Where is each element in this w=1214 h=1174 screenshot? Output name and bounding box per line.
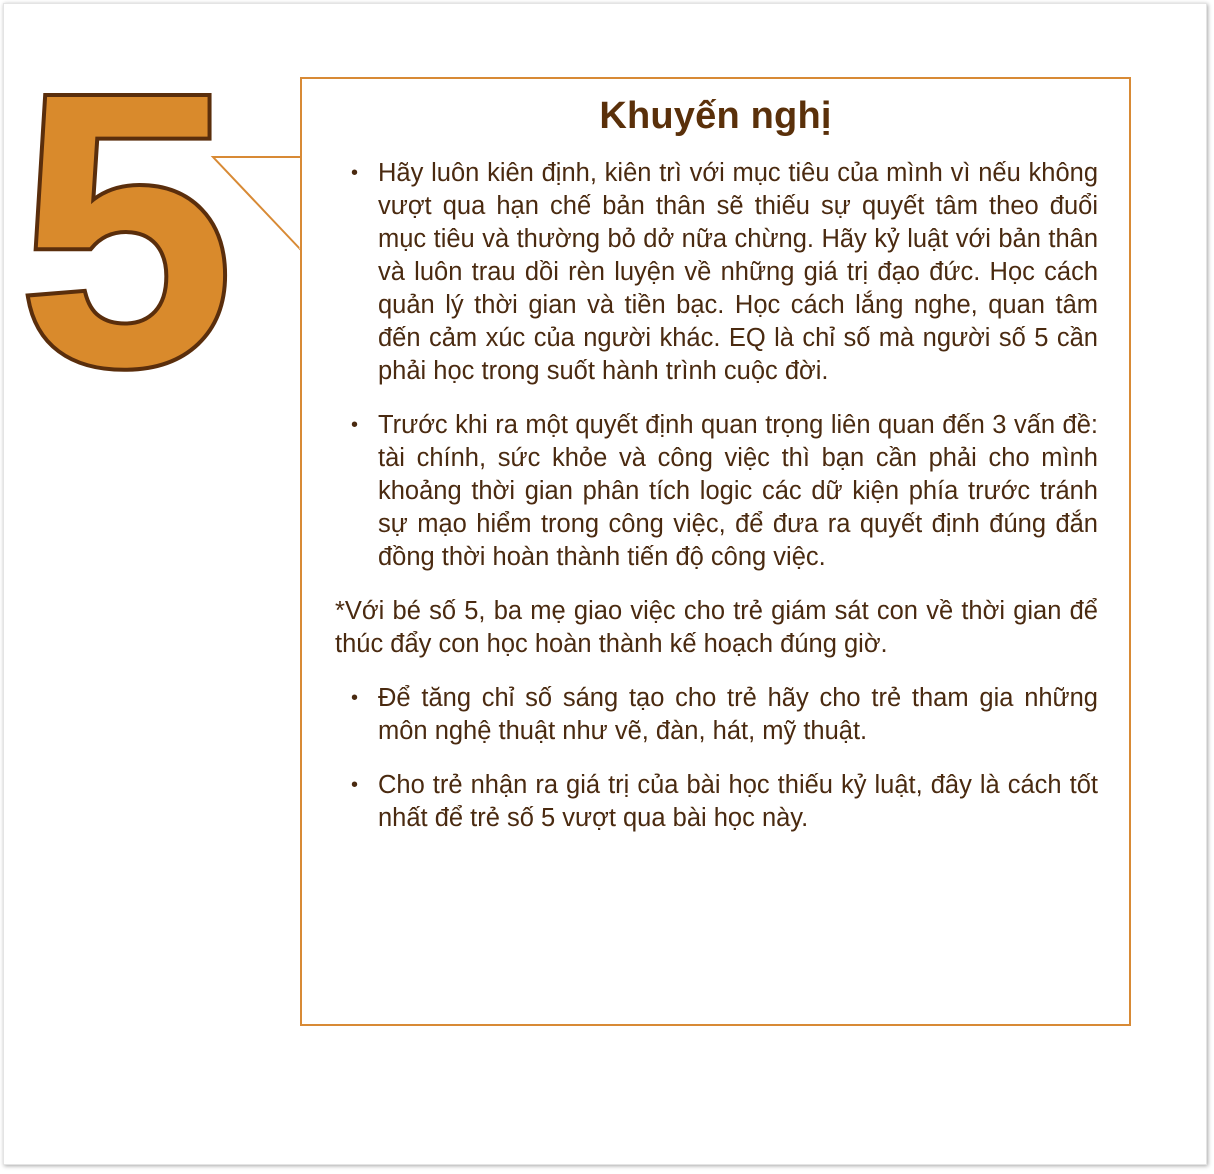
list-item-text: Cho trẻ nhận ra giá trị của bài học thiếu kỷ luật, đây là cách tốt nhất để trẻ số 5 vượt qua bài học này. [378, 771, 1098, 832]
bullet-icon: • [351, 162, 359, 184]
list-item [335, 769, 1098, 835]
bullet-icon: • [351, 774, 359, 796]
bullet-icon: • [351, 687, 359, 709]
panel-content [335, 157, 1098, 856]
number-five-text: 5 [18, 14, 234, 447]
list-item [335, 682, 1098, 748]
panel-title: Khuyến nghị [599, 95, 832, 137]
list-item [335, 157, 1098, 388]
note-text: *Với bé số 5, ba mẹ giao việc cho trẻ giám sát con về thời gian để thúc đẩy con học hoàn thành kế hoạch đúng giờ. [335, 597, 1098, 658]
number-five-badge [8, 14, 248, 447]
number-five-graphic [8, 14, 248, 447]
list-item-text: Trước khi ra một quyết định quan trọng liên quan đến 3 vấn đề: tài chính, sức khỏe và công việc thì bạn cần phải cho mình khoảng thời gian phân tích logic các dữ kiện phía trước tránh sự mạo hiểm trong công việc, để đưa ra quyết định đúng đắn đồng thời hoàn thành tiến độ công việc. [378, 411, 1098, 571]
list-item-text: Hãy luôn kiên định, kiên trì với mục tiêu của mình vì nếu không vượt qua hạn chế bản thân sẽ thiếu sự quyết tâm theo đuổi mục tiêu và thường bỏ dở nữa chừng. Hãy kỷ luật với bản thân và luôn trau dồi rèn luyện về những giá trị đạo đức. Học cách quản lý thời gian và tiền bạc. Học cách lắng nghe, quan tâm đến cảm xúc của người khác. EQ là chỉ số mà người số 5 cần phải học trong suốt hành trình cuộc đời. [378, 159, 1098, 385]
bullet-icon: • [351, 414, 359, 436]
recommendation-panel [300, 77, 1131, 1026]
list-item [335, 409, 1098, 574]
list-item-text: Để tăng chỉ số sáng tạo cho trẻ hãy cho trẻ tham gia những môn nghệ thuật như vẽ, đàn, hát, mỹ thuật. [378, 684, 1098, 745]
